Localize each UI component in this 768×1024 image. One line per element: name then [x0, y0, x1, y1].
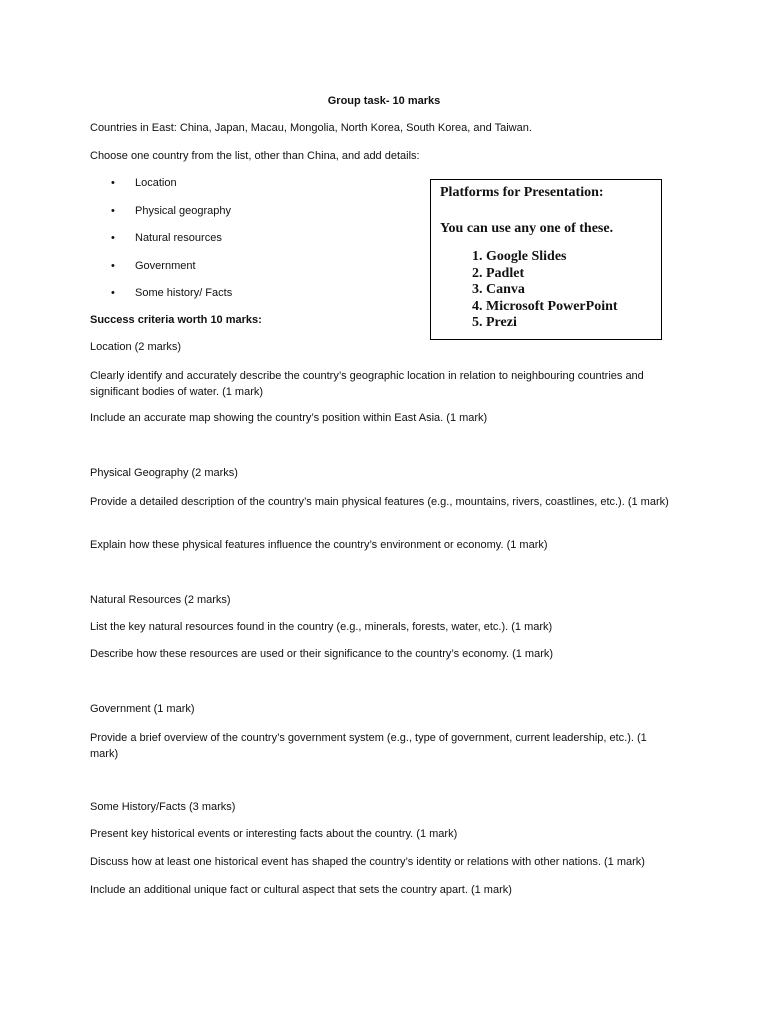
resources-criterion-1: List the key natural resources found in the country (e.g., minerals, forests, water, etc.). (1 mark)	[90, 621, 553, 633]
resources-heading: Natural Resources (2 marks)	[90, 594, 231, 606]
government-criterion-1: Provide a brief overview of the country’s government system (e.g., type of government, current leadership, etc.). (1 mark)	[90, 732, 647, 760]
platforms-box	[430, 179, 662, 340]
government-heading: Government (1 mark)	[90, 703, 195, 715]
details-item: • Some history/ Facts	[111, 287, 232, 315]
platforms-subheading: You can use any one of these.	[440, 221, 614, 236]
platform-item: 5. Prezi	[486, 315, 652, 332]
instruction-line: Choose one country from the list, other than China, and add details:	[90, 150, 420, 162]
history-criterion-2: Discuss how at least one historical event has shaped the country’s identity or relations with other nations. (1 mark)	[90, 856, 645, 868]
physical-heading: Physical Geography (2 marks)	[90, 467, 238, 479]
details-item: • Location	[111, 177, 232, 205]
platforms-heading: Platforms for Presentation:	[440, 185, 604, 200]
platform-item: 3. Canva	[486, 282, 652, 299]
details-item: • Government	[111, 260, 232, 288]
details-list	[111, 177, 232, 315]
resources-criterion-2: Describe how these resources are used or their significance to the country’s economy. (1 mark)	[90, 648, 554, 660]
details-item: • Physical geography	[111, 205, 232, 233]
criteria-heading: Success criteria worth 10 marks:	[90, 314, 262, 326]
physical-criterion-1: Provide a detailed description of the country’s main physical features (e.g., mountains, rivers, coastlines, etc.). (1 mark)	[90, 496, 669, 508]
platform-item: 2. Padlet	[486, 266, 652, 283]
platform-item: 4. Microsoft PowerPoint	[486, 299, 652, 316]
location-criterion-1: Clearly identify and accurately describe the country’s geographic location in relation to neighbouring countries and significant bodies of water. (1 mark)	[90, 370, 644, 398]
platforms-list	[440, 249, 652, 332]
page-title: Group task- 10 marks	[327, 95, 441, 107]
location-criterion-2: Include an accurate map showing the country’s position within East Asia. (1 mark)	[90, 412, 488, 424]
history-criterion-1: Present key historical events or interesting facts about the country. (1 mark)	[90, 828, 458, 840]
details-item: • Natural resources	[111, 232, 232, 260]
physical-criterion-2: Explain how these physical features influence the country’s environment or economy. (1 mark)	[90, 539, 548, 551]
platform-item: 1. Google Slides	[486, 249, 652, 266]
history-criterion-3: Include an additional unique fact or cultural aspect that sets the country apart. (1 mark)	[90, 884, 512, 896]
location-heading: Location (2 marks)	[90, 341, 182, 353]
history-heading: Some History/Facts (3 marks)	[90, 801, 236, 813]
countries-line: Countries in East: China, Japan, Macau, Mongolia, North Korea, South Korea, and Taiwan.	[90, 122, 532, 134]
